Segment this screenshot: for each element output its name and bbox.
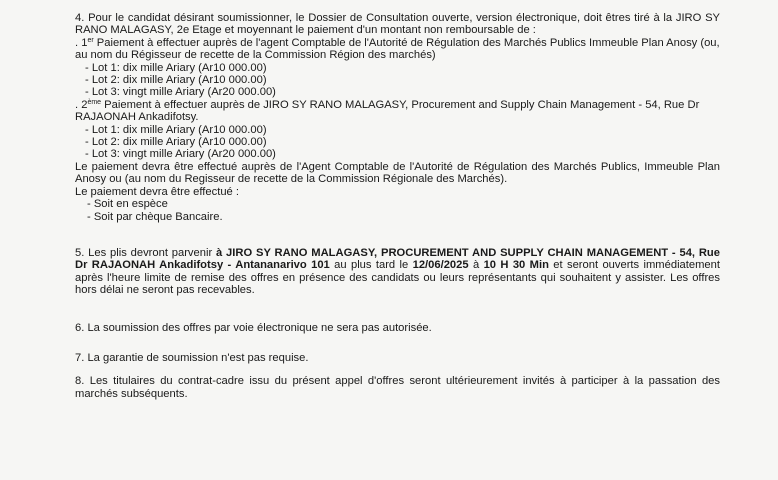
- payment-2-lot-2: - Lot 2: dix mille Ariary (Ar10 000.00): [85, 136, 267, 149]
- section-5-mid2: à: [468, 259, 484, 272]
- payment-mode-cash: - Soit en espèce: [87, 198, 168, 211]
- payment-2-prefix: . 2: [75, 98, 88, 111]
- payment-2-text: Paiement à effectuer auprès de JIRO SY RANO MALAGASY, Procurement and Supply Chain Management - 54, Rue Dr RAJAONAH Ankadifotsy.: [75, 98, 700, 124]
- payment-1-text: Paiement à effectuer auprès de l'agent Comptable de l'Autorité de Régulation des Marchés Publics Immeuble Plan Anosy (ou, au nom du Régisseur de recette de la Commission Région des marchés): [75, 36, 720, 62]
- payment-place: Le paiement devra être effectué auprès de l'Agent Comptable de l'Autorité de Régulation des Marchés Publics, Immeuble Plan Anosy ou (au nom du Regisseur de recette de la Commission Régionale des Marchés).: [75, 160, 720, 186]
- section-5-date: 12/06/2025: [412, 259, 469, 272]
- section-5: [75, 247, 720, 297]
- payment-1-prefix: . 1: [75, 36, 88, 49]
- payment-2-ordinal: ème: [87, 98, 102, 106]
- section-4-intro: 4. Pour le candidat désirant soumissionner, le Dossier de Consultation ouverte, version électronique, doit êtres tiré à la JIRO SY RANO MALAGASY, 2e Etage et moyennant le paiement d'un montant non remboursable de :: [75, 12, 720, 37]
- payment-1: [75, 37, 720, 62]
- payment-1-lot-1: - Lot 1: dix mille Ariary (Ar10 000.00): [85, 61, 267, 74]
- section-6: 6. La soumission des offres par voie électronique ne sera pas autorisée.: [75, 321, 432, 334]
- payment-1-lot-2: - Lot 2: dix mille Ariary (Ar10 000.00): [85, 74, 267, 87]
- section-8: 8. Les titulaires du contrat-cadre issu du présent appel d'offres seront ultérieurement invités à participer à la passation des marchés subséquents.: [75, 375, 720, 400]
- section-7: 7. La garantie de soumission n'est pas requise.: [75, 351, 309, 364]
- section-5-pre: 5. Les plis devront parvenir: [75, 246, 216, 259]
- section-5-post: et seront ouverts immédiatement après l'heure limite de remise des offres en présence des candidats ou leurs représentants qui souhaitent y assister. Les offres hors délai ne seront pas recevables.: [75, 259, 720, 297]
- payment-2: [75, 99, 720, 124]
- section-5-mid1: au plus tard le: [329, 259, 413, 272]
- payment-2-lot-1: - Lot 1: dix mille Ariary (Ar10 000.00): [85, 123, 267, 136]
- document-body: [75, 12, 720, 400]
- payment-mode-label: Le paiement devra être effectué :: [75, 185, 239, 198]
- section-5-address: à JIRO SY RANO MALAGASY, PROCUREMENT AND SUPPLY CHAIN MANAGEMENT - 54, Rue Dr RAJAONAH Ankadifotsy - Antananarivo 101: [75, 246, 720, 272]
- payment-1-lot-3: - Lot 3: vingt mille Ariary (Ar20 000.00): [85, 86, 276, 99]
- payment-2-lot-3: - Lot 3: vingt mille Ariary (Ar20 000.00): [85, 148, 276, 161]
- payment-mode-cheque: - Soit par chèque Bancaire.: [87, 210, 223, 223]
- section-5-time: 10 H 30 Min: [483, 259, 549, 272]
- payment-1-ordinal: er: [87, 36, 94, 44]
